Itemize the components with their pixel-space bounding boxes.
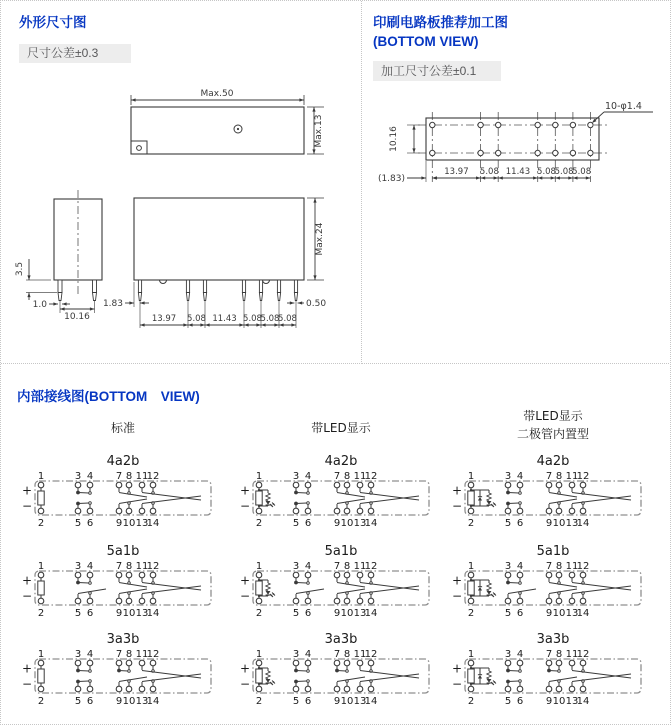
- pin-number: 8: [343, 649, 351, 660]
- coil-plus: +: [21, 483, 33, 498]
- coil-minus: −: [451, 677, 463, 691]
- dim-top-width: Max.50: [200, 89, 234, 99]
- pin-number: 11: [135, 471, 149, 482]
- pin-number: 13: [565, 608, 579, 619]
- pcb-hole-pattern: [378, 101, 653, 184]
- dim-pitch: 5.08: [260, 314, 280, 324]
- pin-number: 4: [516, 471, 524, 482]
- coil-plus: +: [451, 661, 463, 676]
- pin-number: 3: [504, 649, 512, 660]
- pin-number: 3: [292, 471, 300, 482]
- pin-number: 10: [552, 608, 566, 619]
- pin-number: 9: [333, 518, 341, 529]
- pin-number: 6: [516, 608, 524, 619]
- variant-label: 3a3b: [324, 632, 358, 647]
- variant-label: 5a1b: [536, 544, 570, 559]
- wiring-column-header: 标准: [110, 421, 136, 435]
- outline-section-title: 外形尺寸图: [19, 15, 87, 30]
- variant-label: 4a2b: [106, 454, 140, 469]
- wiring-column-header: 带LED显示: [311, 421, 371, 435]
- pin-number: 12: [576, 561, 590, 572]
- coil-plus: +: [21, 573, 33, 588]
- pin-number: 12: [576, 471, 590, 482]
- dim-top-height: Max.13: [314, 114, 324, 148]
- pin-number: 11: [353, 649, 367, 660]
- coil-plus: +: [21, 661, 33, 676]
- pin-number: 5: [504, 608, 512, 619]
- pin-number: 14: [576, 696, 590, 707]
- pin-number: 10: [552, 696, 566, 707]
- pcb-pitch: 5.08: [479, 167, 499, 177]
- pin-number: 7: [115, 471, 123, 482]
- coil-plus: +: [451, 483, 463, 498]
- pin-number: 14: [364, 608, 378, 619]
- pin-number: 5: [504, 696, 512, 707]
- pcb-left-offset: (1.83): [377, 174, 405, 184]
- pcb-pitch: 5.08: [572, 167, 592, 177]
- variant-label: 5a1b: [324, 544, 358, 559]
- pin-number: 14: [576, 608, 590, 619]
- pin-number: 3: [292, 649, 300, 660]
- pin-number: 9: [115, 608, 123, 619]
- pin-number: 6: [516, 696, 524, 707]
- pin-number: 6: [86, 696, 94, 707]
- pcb-pitch: 11.43: [505, 167, 531, 177]
- pin-number: 7: [545, 561, 553, 572]
- pin-number: 11: [135, 561, 149, 572]
- dim-left-offset: 1.83: [102, 299, 123, 309]
- pin-number: 2: [37, 696, 45, 707]
- dim-pitch: 11.43: [212, 314, 237, 324]
- pin-number: 6: [304, 608, 312, 619]
- pin-number: 2: [37, 518, 45, 529]
- outline-dimensions-panel: [1, 1, 362, 364]
- relay-diagram-4a2b-col1: [22, 471, 211, 529]
- pin-number: 12: [364, 649, 378, 660]
- pin-number: 5: [292, 696, 300, 707]
- pin-number: 8: [343, 561, 351, 572]
- pin-number: 14: [576, 518, 590, 529]
- pin-number: 9: [545, 608, 553, 619]
- wiring-diagrams-panel: [1, 364, 670, 724]
- dim-pitch: 13.97: [151, 314, 177, 324]
- coil-plus: +: [239, 483, 251, 498]
- dim-pitch: 5.08: [187, 314, 206, 324]
- pcb-title-line1: 印刷电路板推荐加工图: [373, 15, 508, 30]
- pin-number: 6: [86, 608, 94, 619]
- coil-plus: +: [239, 661, 251, 676]
- pin-number: 1: [255, 561, 263, 572]
- pin-number: 2: [255, 608, 263, 619]
- pin-number: 8: [125, 471, 133, 482]
- pin-number: 7: [545, 471, 553, 482]
- pin-number: 9: [545, 518, 553, 529]
- pin-number: 9: [115, 696, 123, 707]
- relay-diagram-5a1b-col2: [240, 561, 429, 619]
- pin-number: 2: [467, 608, 475, 619]
- pin-number: 2: [467, 518, 475, 529]
- pin-number: 10: [122, 696, 136, 707]
- pin-number: 10: [340, 696, 354, 707]
- relay-diagram-3a3b-col2: [240, 649, 429, 707]
- pcb-pitch: 5.08: [537, 167, 556, 177]
- pcb-layout-panel: [362, 1, 671, 364]
- dim-side-pitch: 10.16: [64, 312, 90, 322]
- wiring-drawing: [1, 364, 670, 724]
- pin-number: 12: [146, 649, 160, 660]
- variant-label: 4a2b: [536, 454, 570, 469]
- pin-number: 4: [304, 649, 312, 660]
- pin-number: 6: [304, 518, 312, 529]
- relay-diagram-4a2b-col2: [240, 471, 429, 529]
- pin-number: 9: [115, 518, 123, 529]
- wiring-column-header: 带LED显示: [523, 409, 583, 423]
- pin-number: 13: [353, 518, 367, 529]
- pin-number: 6: [516, 518, 524, 529]
- pin-number: 12: [576, 649, 590, 660]
- pin-number: 4: [304, 471, 312, 482]
- relay-diagram-4a2b-col3: [452, 471, 641, 529]
- pin-number: 1: [467, 471, 475, 482]
- pin-number: 11: [135, 649, 149, 660]
- pcb-row-pitch: 10.16: [389, 126, 399, 152]
- pin-number: 2: [255, 696, 263, 707]
- pin-number: 5: [74, 696, 82, 707]
- pin-number: 5: [292, 608, 300, 619]
- pcb-holes-label: 10-φ1.4: [605, 101, 642, 112]
- pin-number: 4: [86, 471, 94, 482]
- pin-number: 3: [504, 471, 512, 482]
- pin-number: 7: [115, 561, 123, 572]
- pin-number: 3: [74, 471, 82, 482]
- wiring-section-title: 内部接线图(BOTTOM VIEW): [17, 389, 200, 404]
- pin-number: 8: [555, 649, 563, 660]
- pin-number: 8: [555, 471, 563, 482]
- pin-number: 11: [353, 561, 367, 572]
- pin-number: 11: [353, 471, 367, 482]
- coil-minus: −: [451, 589, 463, 603]
- pin-number: 1: [467, 561, 475, 572]
- pin-number: 4: [304, 561, 312, 572]
- pin-number: 4: [86, 561, 94, 572]
- pin-number: 1: [255, 649, 263, 660]
- relay-diagram-3a3b-col1: [22, 649, 211, 707]
- variant-label: 4a2b: [324, 454, 358, 469]
- pin-number: 14: [364, 518, 378, 529]
- relay-diagram-5a1b-col1: [22, 561, 211, 619]
- pin-number: 1: [37, 561, 45, 572]
- pcb-drawing: [362, 1, 671, 364]
- pin-number: 12: [364, 561, 378, 572]
- pin-number: 9: [545, 696, 553, 707]
- pcb-title-line2: (BOTTOM VIEW): [373, 34, 479, 49]
- pin-number: 13: [353, 608, 367, 619]
- coil-minus: −: [21, 677, 33, 691]
- pin-number: 7: [333, 471, 341, 482]
- pin-number: 5: [292, 518, 300, 529]
- pin-number: 13: [135, 518, 149, 529]
- outline-views: [15, 89, 326, 328]
- pin-number: 13: [135, 608, 149, 619]
- relay-diagram-3a3b-col3: [452, 649, 641, 707]
- pin-number: 8: [343, 471, 351, 482]
- pin-number: 11: [565, 471, 579, 482]
- wiring-column-header: 二极管内置型: [516, 427, 590, 441]
- pin-number: 3: [292, 561, 300, 572]
- coil-minus: −: [239, 589, 251, 603]
- coil-minus: −: [239, 677, 251, 691]
- dim-pitch: 5.08: [278, 314, 297, 324]
- pin-number: 7: [333, 649, 341, 660]
- coil-minus: −: [239, 499, 251, 513]
- pin-number: 10: [122, 518, 136, 529]
- pin-number: 5: [504, 518, 512, 529]
- pin-number: 7: [115, 649, 123, 660]
- pin-number: 10: [552, 518, 566, 529]
- pcb-pitch: 5.08: [554, 167, 574, 177]
- pin-number: 6: [86, 518, 94, 529]
- pin-number: 10: [340, 608, 354, 619]
- pin-number: 3: [504, 561, 512, 572]
- pin-number: 14: [146, 696, 160, 707]
- dim-pitch: 5.08: [243, 314, 262, 324]
- pin-number: 14: [146, 518, 160, 529]
- pin-number: 10: [340, 518, 354, 529]
- dim-side-shoulder: 3.5: [15, 261, 25, 277]
- pin-number: 8: [555, 561, 563, 572]
- dim-pin-width: 0.50: [306, 299, 327, 309]
- pin-number: 4: [86, 649, 94, 660]
- pin-number: 2: [37, 608, 45, 619]
- dim-side-pin-width: 1.0: [32, 300, 47, 310]
- pin-number: 13: [135, 696, 149, 707]
- coil-plus: +: [451, 573, 463, 588]
- pin-number: 3: [74, 649, 82, 660]
- dim-front-height: Max.24: [315, 222, 325, 256]
- pin-number: 2: [255, 518, 263, 529]
- pin-number: 12: [364, 471, 378, 482]
- pin-number: 6: [304, 696, 312, 707]
- pin-number: 14: [364, 696, 378, 707]
- pin-number: 9: [333, 608, 341, 619]
- pin-number: 11: [565, 561, 579, 572]
- pin-number: 13: [353, 696, 367, 707]
- coil-minus: −: [21, 499, 33, 513]
- pin-number: 8: [125, 561, 133, 572]
- pin-number: 12: [146, 561, 160, 572]
- pin-number: 14: [146, 608, 160, 619]
- outline-tolerance-note: 尺寸公差±0.3: [19, 44, 131, 63]
- coil-plus: +: [239, 573, 251, 588]
- pin-number: 8: [125, 649, 133, 660]
- pin-number: 4: [516, 649, 524, 660]
- pin-number: 1: [37, 471, 45, 482]
- relay-diagram-5a1b-col3: [452, 561, 641, 619]
- pin-number: 10: [122, 608, 136, 619]
- coil-minus: −: [21, 589, 33, 603]
- pin-number: 9: [333, 696, 341, 707]
- pin-number: 4: [516, 561, 524, 572]
- pin-number: 11: [565, 649, 579, 660]
- pcb-pitch: 13.97: [444, 167, 469, 177]
- pin-number: 13: [565, 696, 579, 707]
- outline-drawing: [1, 1, 362, 364]
- pin-number: 3: [74, 561, 82, 572]
- variant-label: 3a3b: [106, 632, 140, 647]
- pin-number: 7: [333, 561, 341, 572]
- pin-number: 5: [74, 608, 82, 619]
- pin-number: 12: [146, 471, 160, 482]
- pcb-tolerance-note: 加工尺寸公差±0.1: [373, 61, 501, 81]
- pin-number: 1: [467, 649, 475, 660]
- pin-number: 7: [545, 649, 553, 660]
- pin-number: 1: [37, 649, 45, 660]
- variant-label: 5a1b: [106, 544, 140, 559]
- pin-number: 13: [565, 518, 579, 529]
- pin-number: 1: [255, 471, 263, 482]
- coil-minus: −: [451, 499, 463, 513]
- variant-label: 3a3b: [536, 632, 570, 647]
- pin-number: 5: [74, 518, 82, 529]
- pin-number: 2: [467, 696, 475, 707]
